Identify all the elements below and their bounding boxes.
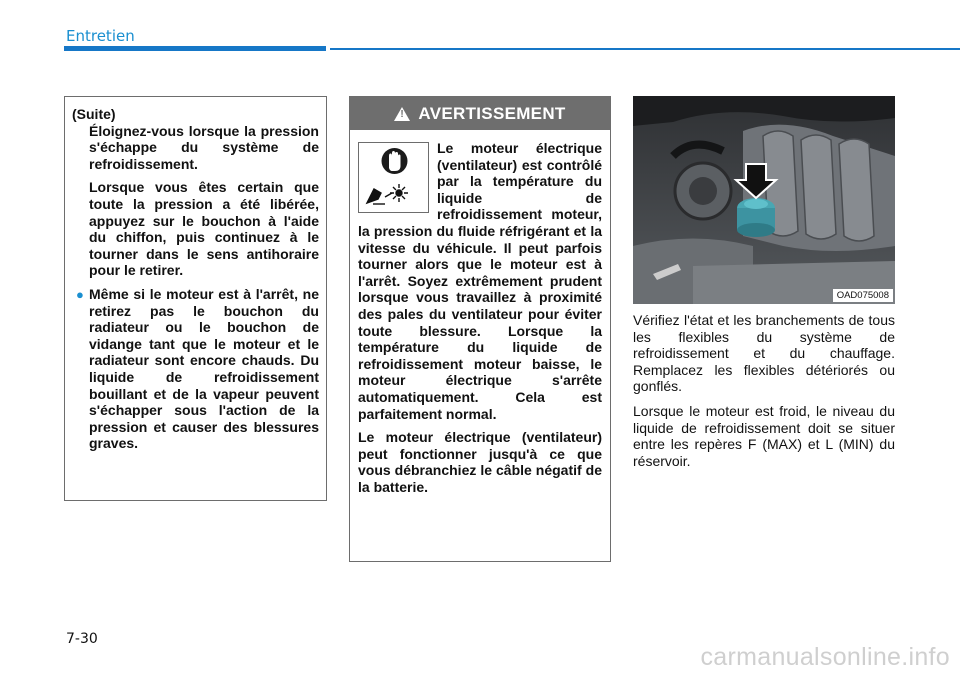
continued-warning-box <box>64 96 327 501</box>
engine-photo <box>633 96 895 304</box>
page-number: 7-30 <box>66 631 98 647</box>
warning-header <box>350 97 610 130</box>
continued-bullet-text: Même si le moteur est à l'arrêt, ne retirez pas le bouchon du radiateur ou le bouchon de vidange tant que le moteur et le radiateur sont encore chauds. Du liquide de refroidissement bouillant et de la vapeur peuvent s'échapper sous l'action de la pression et causer des blessures graves. <box>89 285 319 452</box>
warning-para-1: Le moteur électrique (ventilateur) est contrôlé par la température du liquide de refroidissement moteur, la pression du fluide réfrigérant et la vitesse du véhicule. Il peut parfois tourner alors que le moteur est à l'arrêt. Soyez extrêmement prudent lorsque vous travaillez à proximité des pales du ventilateur pour éviter toute blessure. Lorsque la température du liquide de refroidissement moteur baisse, le moteur électrique s'arrête automatiquement. Cela est parfaitement normal. <box>358 140 602 422</box>
photo-code: OAD075008 <box>833 289 893 302</box>
body-text <box>633 312 895 469</box>
continued-para-1: Éloignez-vous lorsque la pression s'échappe du système de refroidissement. <box>89 122 319 172</box>
header-rule-thin <box>330 48 960 50</box>
body-para-2: Lorsque le moteur est froid, le niveau du liquide de refroidissement doit se situer entre les repères F (MAX) et L (MIN) du réservoir. <box>633 402 895 469</box>
fan-hazard-icon <box>358 142 429 213</box>
warning-title: AVERTISSEMENT <box>418 103 566 123</box>
body-para-1: Vérifiez l'état et les branchements de tous les flexibles du système de refroidissement et du chauffage. Remplacez les flexibles détériorés ou gonflés. <box>633 312 895 395</box>
warning-para-2: Le moteur électrique (ventilateur) peut fonctionner jusqu'à ce que vous débranchiez le câble négatif de la batterie. <box>358 429 602 495</box>
warning-body <box>350 130 610 503</box>
warning-triangle-icon: ! <box>394 107 410 121</box>
section-title: Entretien <box>66 27 135 45</box>
bullet-dot-icon: ● <box>76 286 84 302</box>
continued-bullet <box>72 286 319 452</box>
warning-box <box>349 96 611 562</box>
continued-label: (Suite) <box>72 106 116 122</box>
continued-para-2: Lorsque vous êtes certain que toute la pression a été libérée, appuyez sur le bouchon à l'aide du chiffon, puis continuez à le tourner dans le sens antihoraire pour le retirer. <box>89 179 319 279</box>
watermark: carmanualsonline.info <box>700 643 950 671</box>
header-rule-thick <box>64 46 326 51</box>
